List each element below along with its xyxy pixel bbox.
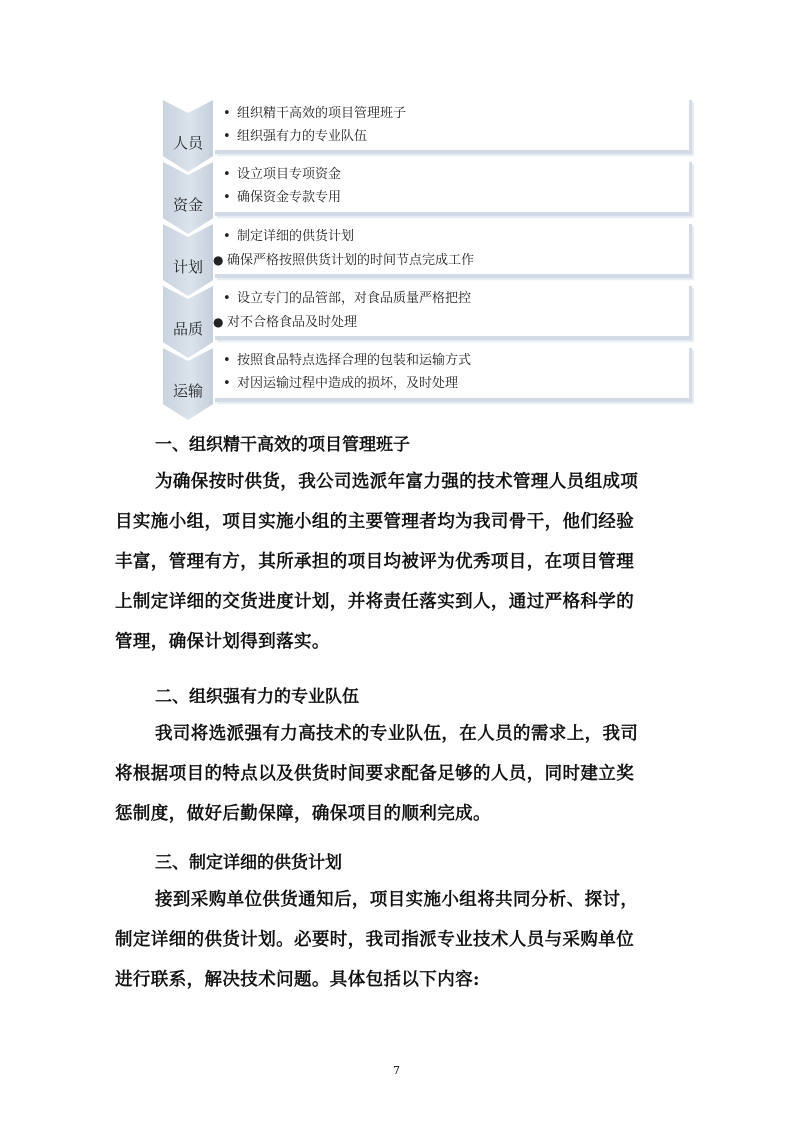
row-label: 品质 [172, 320, 203, 338]
bullet-icon: • [223, 190, 231, 205]
paragraph-line: 目实施小组，项目实施小组的主要管理者均为我司骨干，他们经验 [115, 512, 635, 532]
paragraph-line: 管理，确保计划得到落实。 [115, 632, 330, 652]
bullet-icon: • [223, 376, 231, 391]
paragraph-line: 将根据项目的特点以及供货时间要求配备足够的人员，同时建立奖 [115, 764, 635, 784]
row-panel [215, 348, 692, 402]
section-heading-2: 二、组织强有力的专业队伍 [155, 687, 359, 707]
paragraph-line: 丰富，管理有方，其所承担的项目均被评为优秀项目，在项目管理 [115, 552, 635, 572]
paragraph-line: 接到采购单位供货通知后，项目实施小组将共同分析、探讨， [155, 890, 639, 910]
item-text: 组织精干高效的项目管理班子 [237, 106, 407, 121]
row-panel [215, 100, 692, 154]
paragraph-line: 上制定详细的交货进度计划，并将责任落实到人，通过严格科学的 [115, 592, 635, 612]
paragraph-line: 进行联系，解决技术问题。具体包括以下内容: [115, 970, 480, 990]
bullet-icon: ● [213, 315, 224, 329]
diagram-row-personnel [163, 100, 689, 161]
row-label: 计划 [172, 258, 203, 276]
paragraph-line: 惩制度，做好后勤保障，确保项目的顺利完成。 [115, 804, 491, 824]
bullet-icon: • [223, 167, 231, 182]
item-text: 设立项目专项资金 [237, 167, 342, 182]
diagram-row-quality [163, 286, 689, 347]
list-item [223, 376, 458, 392]
bullet-icon: • [223, 229, 231, 244]
bullet-icon: • [223, 106, 231, 121]
item-text: 对因运输过程中造成的损坏，及时处理 [237, 376, 459, 391]
bullet-icon: ● [213, 253, 224, 267]
list-item [223, 229, 354, 245]
section-heading-3: 三、制定详细的供货计划 [155, 853, 342, 873]
bullet-icon: • [223, 353, 231, 368]
diagram-row-transport [163, 348, 689, 409]
list-item [223, 190, 341, 206]
item-text: 按照食品特点选择合理的包装和运输方式 [237, 353, 472, 368]
row-panel [215, 286, 692, 340]
paragraph-line: 制定详细的供货计划。必要时，我司指派专业技术人员与采购单位 [115, 930, 635, 950]
list-item [223, 291, 471, 307]
bullet-icon: • [223, 129, 231, 144]
list-item [223, 167, 341, 183]
row-label: 人员 [172, 134, 203, 152]
row-label: 资金 [172, 196, 203, 214]
row-panel [215, 162, 692, 216]
strategy-diagram [163, 100, 689, 418]
diagram-row-funds [163, 162, 689, 223]
list-item [223, 353, 471, 369]
paragraph-line: 我司将选派强有力高技术的专业队伍，在人员的需求上，我司 [155, 724, 639, 744]
item-text: 对不合格食品及时处理 [227, 315, 358, 330]
page-number: 7 [393, 1064, 400, 1077]
row-label: 运输 [172, 382, 203, 400]
item-text: 确保严格按照供货计划的时间节点完成工作 [227, 253, 475, 268]
bullet-icon: • [223, 291, 231, 306]
list-item [223, 106, 406, 122]
list-item [223, 129, 367, 145]
diagram-row-plan [163, 224, 689, 285]
item-text: 制定详细的供货计划 [237, 229, 355, 244]
item-text: 确保资金专款专用 [237, 190, 342, 205]
list-item [213, 252, 474, 269]
item-text: 设立专门的品管部，对食品质量严格把控 [237, 291, 472, 306]
section-heading-1: 一、组织精干高效的项目管理班子 [155, 435, 410, 455]
item-text: 组织强有力的专业队伍 [237, 129, 368, 144]
list-item [213, 314, 357, 331]
row-panel [215, 224, 692, 278]
paragraph-line: 为确保按时供货，我公司选派年富力强的技术管理人员组成项 [155, 472, 639, 492]
